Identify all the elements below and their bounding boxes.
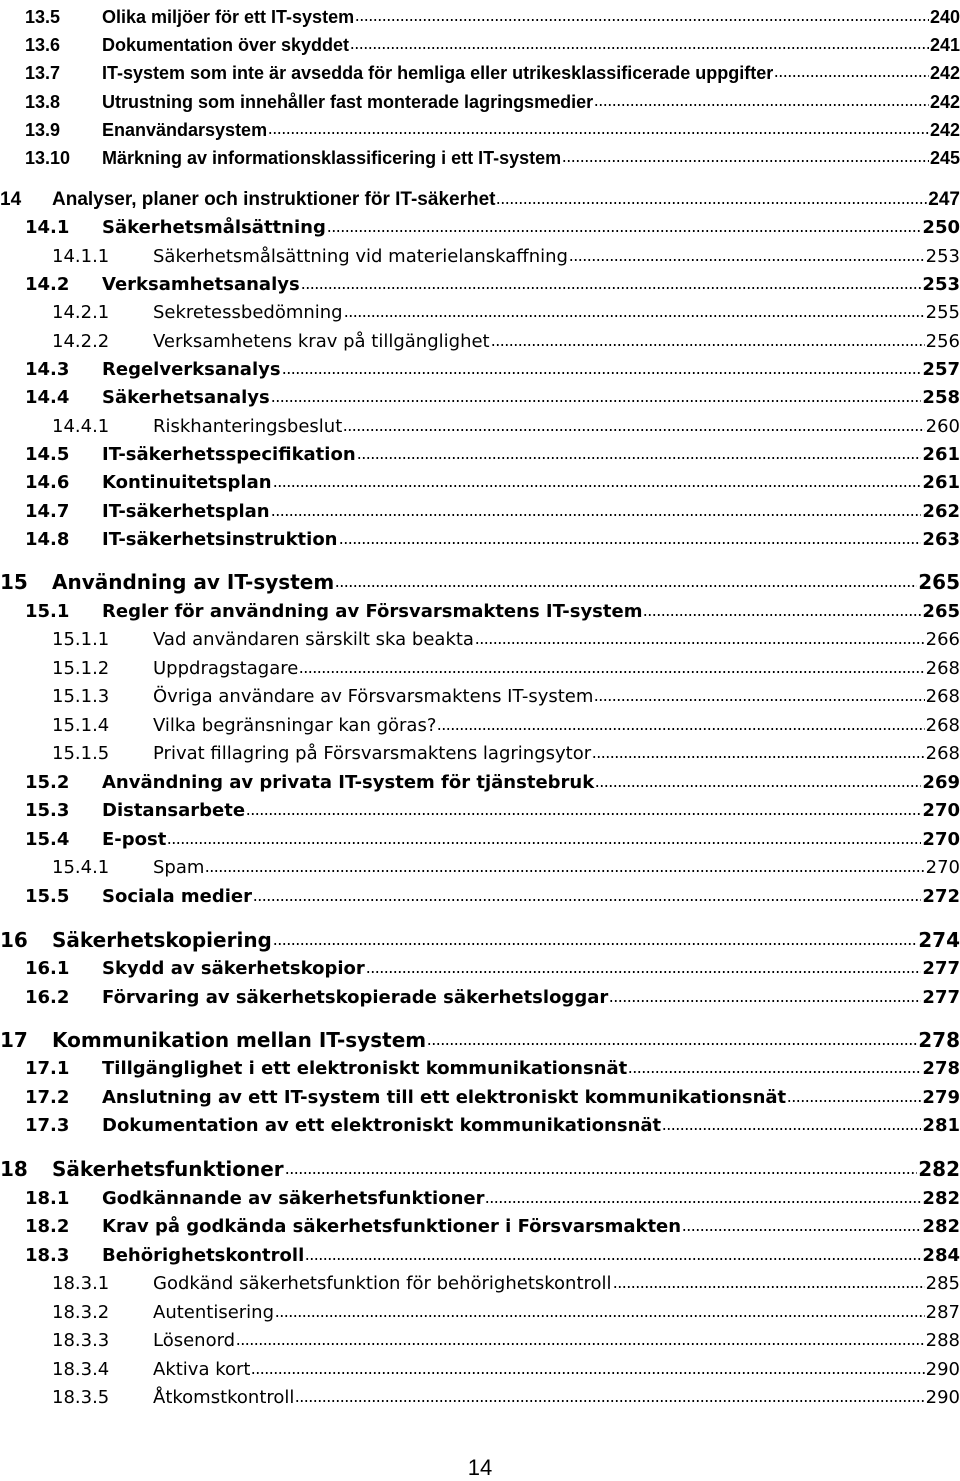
toc-entry-title: Anslutning av ett IT-system till ett elektroniskt kommunikationsnät <box>102 1087 787 1108</box>
toc-entry-page: 260 <box>925 416 960 437</box>
toc-entry-page: 290 <box>925 1387 960 1408</box>
toc-entry[interactable] <box>0 823 960 849</box>
toc-entry[interactable] <box>0 141 960 167</box>
toc-entry-page: 262 <box>922 501 960 522</box>
toc-dot-leader <box>643 613 921 617</box>
toc-dot-leader <box>350 46 929 50</box>
toc-dot-leader <box>343 428 924 432</box>
toc-entry[interactable] <box>0 737 960 763</box>
toc-entry-title: Kontinuitetsplan <box>102 472 272 493</box>
toc-entry-number: 14 <box>0 189 22 210</box>
toc-entry-title: Säkerhetsmålsättning <box>102 217 326 238</box>
toc-entry-number: 13.9 <box>25 120 61 140</box>
toc-entry-number: 18.3.5 <box>52 1387 110 1408</box>
toc-entry-number: 13.5 <box>25 7 61 27</box>
toc-entry-number: 15.3 <box>25 800 70 821</box>
toc-dot-leader <box>335 584 917 588</box>
toc-dot-leader <box>628 1070 921 1074</box>
toc-entry-number: 14.5 <box>25 444 70 465</box>
toc-entry-page: 268 <box>925 686 960 707</box>
toc-dot-leader <box>268 131 929 135</box>
toc-entry-number: 18.1 <box>25 1188 70 1209</box>
toc-entry-title: Dokumentation över skyddet <box>102 35 350 55</box>
toc-entry-page: 261 <box>922 444 960 465</box>
toc-dot-leader <box>251 1371 924 1375</box>
toc-dot-leader <box>273 942 917 946</box>
toc-dot-leader <box>437 727 924 731</box>
toc-entry[interactable] <box>0 652 960 678</box>
toc-dot-leader <box>595 784 921 788</box>
toc-entry-page: 240 <box>929 7 960 27</box>
toc-entry-number: 17.2 <box>25 1087 70 1108</box>
toc-entry-title: Åtkomstkontroll <box>153 1387 295 1408</box>
toc-entry-title: Krav på godkända säkerhetsfunktioner i Försvarsmakten <box>102 1216 682 1237</box>
toc-entry-page: 277 <box>922 987 960 1008</box>
toc-entry-number: 16.1 <box>25 958 70 979</box>
toc-entry-page: 282 <box>922 1216 960 1237</box>
toc-entry-number: 14.1 <box>25 217 70 238</box>
toc-entry[interactable] <box>0 1024 960 1050</box>
toc-entry-number: 18.3 <box>25 1245 70 1266</box>
toc-entry-number: 18.3.2 <box>52 1302 110 1323</box>
toc-dot-leader <box>253 898 921 902</box>
toc-entry-page: 287 <box>925 1302 960 1323</box>
toc-entry-title: Enanvändarsystem <box>102 120 268 140</box>
toc-entry-page: 261 <box>922 472 960 493</box>
toc-entry-page: 268 <box>925 715 960 736</box>
toc-entry-title: Lösenord <box>153 1330 236 1351</box>
toc-entry[interactable] <box>0 1267 960 1293</box>
toc-entry-number: 14.4.1 <box>52 416 110 437</box>
toc-dot-leader <box>271 513 922 517</box>
toc-entry-title: Övriga användare av Försvarsmaktens IT-system <box>153 686 594 707</box>
toc-dot-leader <box>357 456 922 460</box>
toc-entry-number: 13.10 <box>25 148 71 168</box>
toc-dot-leader <box>355 18 929 22</box>
toc-entry-number: 14.2 <box>25 274 70 295</box>
toc-entry-page: 242 <box>929 63 960 83</box>
toc-entry-number: 15.2 <box>25 772 70 793</box>
toc-entry[interactable] <box>0 1239 960 1265</box>
toc-entry-page: 241 <box>929 35 960 55</box>
toc-entry[interactable] <box>0 0 960 26</box>
toc-entry-number: 14.1.1 <box>52 246 110 267</box>
toc-entry-title: Sociala medier <box>102 886 253 907</box>
toc-entry[interactable] <box>0 952 960 978</box>
toc-entry[interactable] <box>0 495 960 521</box>
toc-dot-leader <box>299 670 924 674</box>
toc-entry-page: 282 <box>922 1188 960 1209</box>
toc-entry[interactable] <box>0 1182 960 1208</box>
toc-entry-title: Dokumentation av ett elektroniskt kommunikationsnät <box>102 1115 662 1136</box>
toc-entry-title: IT-säkerhetsplan <box>102 501 270 522</box>
toc-dot-leader <box>339 541 922 545</box>
toc-entry-number: 18 <box>0 1157 28 1181</box>
toc-entry[interactable] <box>0 240 960 266</box>
toc-entry[interactable] <box>0 353 960 379</box>
toc-dot-leader <box>167 841 921 845</box>
toc-dot-leader <box>594 698 924 702</box>
toc-entry-page: 268 <box>925 658 960 679</box>
toc-entry-page: 253 <box>925 246 960 267</box>
toc-entry-title: Privat fillagring på Försvarsmaktens lagringsytor <box>153 743 592 764</box>
toc-entry-title: E-post <box>102 829 167 850</box>
toc-entry-page: 265 <box>922 601 960 622</box>
toc-entry-page: 265 <box>918 570 960 594</box>
toc-entry-number: 17.3 <box>25 1115 70 1136</box>
toc-entry[interactable] <box>0 381 960 407</box>
toc-entry[interactable] <box>0 28 960 54</box>
toc-entry-title: Märkning av informationsklassificering i ett IT-system <box>102 148 562 168</box>
toc-entry[interactable] <box>0 1153 960 1179</box>
toc-entry[interactable] <box>0 1381 960 1407</box>
toc-dot-leader <box>366 970 922 974</box>
toc-entry[interactable] <box>0 851 960 877</box>
toc-dot-leader <box>774 74 929 78</box>
toc-dot-leader <box>327 229 922 233</box>
toc-dot-leader <box>613 1285 925 1289</box>
toc-entry-page: 266 <box>925 629 960 650</box>
toc-entry-number: 15.4 <box>25 829 70 850</box>
toc-entry-title: Förvaring av säkerhetskopierade säkerhetsloggar <box>102 987 609 1008</box>
toc-entry-number: 15.5 <box>25 886 70 907</box>
toc-entry-number: 14.7 <box>25 501 70 522</box>
toc-dot-leader <box>562 159 929 163</box>
toc-dot-leader <box>236 1342 925 1346</box>
toc-entry-page: 284 <box>922 1245 960 1266</box>
toc-entry-number: 15.4.1 <box>52 857 110 878</box>
toc-entry-number: 15.1.3 <box>52 686 110 707</box>
toc-entry-page: 245 <box>929 148 960 168</box>
toc-entry-title: Autentisering <box>153 1302 275 1323</box>
toc-entry[interactable] <box>0 623 960 649</box>
toc-entry-title: Säkerhetsmålsättning vid materielanskaffning <box>153 246 568 267</box>
toc-entry-page: 270 <box>922 800 960 821</box>
toc-dot-leader <box>282 371 922 375</box>
toc-dot-leader <box>295 1399 924 1403</box>
toc-entry-number: 18.2 <box>25 1216 70 1237</box>
toc-entry-title: IT-säkerhetsspecifikation <box>102 444 356 465</box>
toc-entry[interactable] <box>0 85 960 111</box>
toc-entry-page: 281 <box>922 1115 960 1136</box>
toc-entry-title: Olika miljöer för ett IT-system <box>102 7 355 27</box>
toc-entry-title: Analyser, planer och instruktioner för IT-säkerhet <box>52 189 496 210</box>
toc-entry-title: Vilka begränsningar kan göras? <box>153 715 437 736</box>
toc-entry-number: 16.2 <box>25 987 70 1008</box>
toc-dot-leader <box>301 286 922 290</box>
toc-entry-page: 282 <box>918 1157 960 1181</box>
page-number: 14 <box>467 1455 493 1480</box>
toc-entry-page: 277 <box>922 958 960 979</box>
toc-entry-title: Distansarbete <box>102 800 246 821</box>
toc-entry[interactable] <box>0 1296 960 1322</box>
toc-entry-number: 14.2.2 <box>52 331 110 352</box>
toc-entry-number: 13.6 <box>25 35 61 55</box>
toc-entry-page: 270 <box>922 829 960 850</box>
toc-entry-number: 15 <box>0 570 28 594</box>
toc-entry-title: Utrustning som innehåller fast monterade lagringsmedier <box>102 92 594 112</box>
toc-dot-leader <box>205 869 924 873</box>
toc-entry[interactable] <box>0 183 960 209</box>
toc-entry-number: 14.4 <box>25 387 70 408</box>
toc-entry[interactable] <box>0 113 960 139</box>
toc-entry-title: Kommunikation mellan IT-system <box>52 1028 427 1052</box>
toc-dot-leader <box>682 1228 921 1232</box>
toc-entry[interactable] <box>0 766 960 792</box>
toc-dot-leader <box>275 1314 925 1318</box>
toc-dot-leader <box>609 999 921 1003</box>
toc-entry-number: 16 <box>0 928 28 952</box>
toc-entry-page: 268 <box>925 743 960 764</box>
toc-entry[interactable] <box>0 709 960 735</box>
toc-entry-number: 13.7 <box>25 63 61 83</box>
toc-entry-title: Skydd av säkerhetskopior <box>102 958 365 979</box>
toc-entry-number: 15.1.2 <box>52 658 110 679</box>
toc-entry-number: 15.1.5 <box>52 743 110 764</box>
toc-entry-page: 242 <box>929 92 960 112</box>
toc-dot-leader <box>475 641 925 645</box>
toc-dot-leader <box>305 1257 921 1261</box>
toc-entry-title: Säkerhetsfunktioner <box>52 1157 284 1181</box>
toc-entry[interactable] <box>0 296 960 322</box>
toc-dot-leader <box>427 1042 917 1046</box>
toc-entry[interactable] <box>0 211 960 237</box>
toc-entry-title: Regelverksanalys <box>102 359 281 380</box>
toc-entry-number: 17 <box>0 1028 28 1052</box>
toc-dot-leader <box>787 1099 921 1103</box>
toc-entry[interactable] <box>0 56 960 82</box>
toc-entry-page: 270 <box>925 857 960 878</box>
toc-entry-page: 247 <box>928 189 960 210</box>
toc-entry-page: 250 <box>922 217 960 238</box>
toc-entry-page: 285 <box>925 1273 960 1294</box>
toc-entry[interactable] <box>0 1081 960 1107</box>
toc-entry-title: Godkänd säkerhetsfunktion för behörighetskontroll <box>153 1273 612 1294</box>
toc-entry-page: 272 <box>922 886 960 907</box>
toc-entry-title: Godkännande av säkerhetsfunktioner <box>102 1188 485 1209</box>
toc-entry-title: Användning av IT-system <box>52 570 335 594</box>
toc-entry-title: Användning av privata IT-system för tjänstebruk <box>102 772 595 793</box>
toc-entry-title: Behörighetskontroll <box>102 1245 305 1266</box>
toc-entry[interactable] <box>0 268 960 294</box>
toc-entry-number: 15.1.1 <box>52 629 110 650</box>
toc-entry-number: 14.2.1 <box>52 302 110 323</box>
toc-dot-leader <box>592 755 925 759</box>
toc-entry-page: 242 <box>929 120 960 140</box>
toc-entry-page: 274 <box>918 928 960 952</box>
toc-dot-leader <box>344 314 925 318</box>
toc-entry-title: Tillgänglighet i ett elektroniskt kommunikationsnät <box>102 1058 628 1079</box>
toc-dot-leader <box>662 1127 921 1131</box>
toc-entry-title: Uppdragstagare <box>153 658 299 679</box>
toc-entry-page: 278 <box>918 1028 960 1052</box>
toc-entry-page: 257 <box>922 359 960 380</box>
toc-entry-title: Verksamhetsanalys <box>102 274 300 295</box>
toc-entry[interactable] <box>0 680 960 706</box>
toc-entry[interactable] <box>0 1324 960 1350</box>
toc-entry-number: 15.1 <box>25 601 70 622</box>
toc-entry[interactable] <box>0 1052 960 1078</box>
toc-entry[interactable] <box>0 566 960 592</box>
toc-dot-leader <box>273 484 922 488</box>
toc-dot-leader <box>594 103 929 107</box>
toc-entry[interactable] <box>0 924 960 950</box>
toc-entry-title: Säkerhetskopiering <box>52 928 272 952</box>
toc-entry[interactable] <box>0 523 960 549</box>
toc-entry-title: IT-säkerhetsinstruktion <box>102 529 338 550</box>
toc-entry-number: 15.1.4 <box>52 715 110 736</box>
toc-entry-page: 290 <box>925 1359 960 1380</box>
toc-entry-title: Aktiva kort <box>153 1359 251 1380</box>
toc-dot-leader <box>496 201 927 205</box>
toc-entry-page: 278 <box>922 1058 960 1079</box>
toc-entry-page: 279 <box>922 1087 960 1108</box>
toc-entry[interactable] <box>0 1210 960 1236</box>
toc-entry-page: 258 <box>922 387 960 408</box>
toc-entry[interactable] <box>0 880 960 906</box>
toc-entry-page: 256 <box>925 331 960 352</box>
toc-entry-title: IT-system som inte är avsedda för hemliga eller utrikesklassificerade uppgifter <box>102 63 774 83</box>
toc-entry-number: 14.6 <box>25 472 70 493</box>
toc-dot-leader <box>271 399 922 403</box>
toc-entry-number: 18.3.3 <box>52 1330 110 1351</box>
toc-entry-number: 18.3.1 <box>52 1273 110 1294</box>
toc-dot-leader <box>569 258 925 262</box>
toc-entry-title: Regler för användning av Försvarsmaktens IT-system <box>102 601 643 622</box>
toc-entry-number: 17.1 <box>25 1058 70 1079</box>
toc-entry[interactable] <box>0 438 960 464</box>
toc-entry-page: 263 <box>922 529 960 550</box>
toc-entry-page: 288 <box>925 1330 960 1351</box>
toc-entry-page: 253 <box>922 274 960 295</box>
toc-entry-number: 18.3.4 <box>52 1359 110 1380</box>
toc-entry[interactable] <box>0 595 960 621</box>
toc-dot-leader <box>485 1200 921 1204</box>
toc-entry-title: Sekretessbedömning <box>153 302 343 323</box>
toc-dot-leader <box>285 1171 918 1175</box>
toc-entry[interactable] <box>0 1109 960 1135</box>
toc-entry-number: 13.8 <box>25 92 61 112</box>
toc-entry[interactable] <box>0 466 960 492</box>
toc-entry-page: 269 <box>922 772 960 793</box>
toc-entry[interactable] <box>0 325 960 351</box>
toc-entry-title: Verksamhetens krav på tillgänglighet <box>153 331 490 352</box>
toc-entry[interactable] <box>0 410 960 436</box>
toc-entry-number: 14.3 <box>25 359 70 380</box>
toc-entry-title: Riskhanteringsbeslut <box>153 416 343 437</box>
toc-dot-leader <box>491 343 925 347</box>
toc-entry[interactable] <box>0 794 960 820</box>
toc-entry-number: 14.8 <box>25 529 70 550</box>
toc-entry[interactable] <box>0 981 960 1007</box>
toc-entry-title: Spam <box>153 857 205 878</box>
toc-entry[interactable] <box>0 1353 960 1379</box>
toc-entry-page: 255 <box>925 302 960 323</box>
toc-entry-title: Säkerhetsanalys <box>102 387 270 408</box>
toc-entry-title: Vad användaren särskilt ska beakta <box>153 629 474 650</box>
toc-dot-leader <box>246 812 921 816</box>
